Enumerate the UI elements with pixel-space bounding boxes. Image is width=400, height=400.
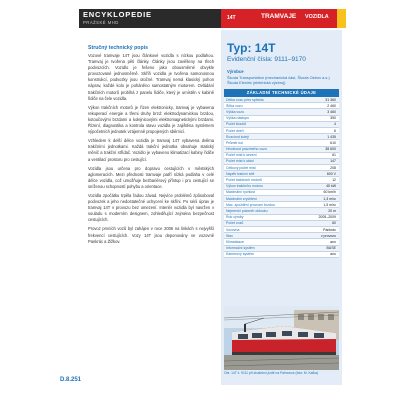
spec-label: Rozchod kolejí [226,134,249,139]
header-title-bar [79,9,221,28]
page-number: D.8.251 [60,377,82,383]
spec-value: 38 600 [325,147,336,152]
photo-caption: Obr. 14T č. 9111 při zkušební jízdě na Palmovce (foto: M. Kafka) [224,371,319,375]
spec-label: Informační systém [226,246,255,251]
spec-value: 1,3 m/s² [323,196,336,201]
spec-label: Délka vozu přes spřáhla [226,97,264,102]
spec-value: 600 V [326,171,336,176]
spec-label: Průměr kol [226,140,243,145]
spec-label: Počet kloubů [226,122,247,127]
spec-value: 45 kW [326,184,336,189]
tram-photo [224,306,339,370]
header-title: ENCYKLOPEDIE [83,10,152,19]
spec-label: Maximální rychlost [226,190,255,195]
spec-table-heading: ZÁKLADNÍ TECHNICKÉ ÚDAJE [224,89,339,97]
spec-label: Nejmenší poloměr oblouku [226,208,268,213]
spec-value: v provozu [320,233,336,238]
spec-value: 4 [334,122,336,127]
article-paragraph: Vozidla zpočátku trpěla řadou závad. Nejvíce problémů způsoboval podvozek a jeho nedostatečné uchycení ke skříni. Po sérii úprav je tramvaj 14T v provozu bez omezení. Interiér vozidla byl navržen v souladu s moderním designem, zohledňující zejména bezpečnost cestujících. [88,192,214,223]
spec-value: 12 [332,178,336,183]
article-paragraph: Provoz prvních vozů byl zahájen v roce 2006 na linkách s nejvyšší frekvencí cestujících. Vozy 14T jsou deponovány ve vozovně Pankrác a Žižkov. [88,226,214,244]
spec-label: Maximální zrychlení [226,196,257,201]
article-column [88,45,214,380]
spec-value: 20 m [328,208,336,213]
header-accent-mark [337,9,346,28]
article-heading: Stručný technický popis [88,45,148,51]
spec-label: Počet míst k stání [226,159,254,164]
spec-label: Výška nástupu [226,116,249,121]
spec-label: Počet vozů [226,221,244,226]
manufacturer-line: Škoda Electric (elektrická výzbroj) [227,80,286,85]
spec-label: Hmotnost prázdného vozu [226,147,267,152]
spec-value: 60 [332,221,336,226]
spec-value: 2005–2009 [318,215,336,220]
header-category-bar [221,9,337,28]
spec-value: ano [330,252,336,257]
spec-value: 1,5 m/s² [323,202,336,207]
article-paragraph: Vozidla jsou určena pro dopravu cestujících v městských aglomeracích. Mezi přednosti tramvaje patří nízká podlaha v celé délce vozidla, což umožňuje bezbariérový přístup i pro cestující se sníženou schopností pohybu a orientace. [88,165,214,189]
header-subtitle: PRAŽSKÉ MHD [83,20,119,25]
spec-value: 6 [334,128,336,133]
type-title: Typ: 14T [227,41,276,55]
tram-illustration [224,306,339,370]
spec-label: Výška vozu [226,109,244,114]
article-paragraph: Vozové tramvaje 14T jsou článkové vozidla s nízkou podlahou. Tramvaj je tvořena pěti články. Články jsou zavěšeny na třech podvozcích. Vozidlo je řešeno jako obousměrné obvykle provozované jednosměrně. Skříň vozidla je tvořena samonosnou konstrukcí, podvozky jsou otočné. Tramvaj nemá klasický pohon náprav, každé kolo je poháněno samostatným motorem. Ovládání trakčních motorů probíhá z panelu řidiče, který je umístěn v kabině řidiče na čele vozidla. [88,53,214,101]
spec-value: 2 460 [327,103,336,108]
spec-value: ano [330,239,336,244]
spec-value: 60 km/h [323,190,336,195]
spec-label: Šířka vozu [226,103,243,108]
spec-value: Pankrác [323,227,336,232]
spec-value: 610 [330,140,336,145]
spec-label: Max. zpoždění provozní brzdou [226,202,275,207]
header-category: TRAMVAJE [261,13,297,20]
spec-value: 3 460 [327,109,336,114]
spec-value: 31 360 [325,97,336,102]
spec-label: Stav [226,233,234,238]
spec-label: Vozovna [226,227,240,232]
evidence-numbers: Evidenční čísla: 9111–9170 [227,56,306,63]
spec-value: 1 435 [327,134,336,139]
spec-value: 61 [332,153,336,158]
spec-label: Počet míst k sezení [226,153,257,158]
spec-value: 208 [330,165,336,170]
spec-row [224,252,339,258]
spec-label: Výkon trakčního motoru [226,184,263,189]
spec-label: Klimatizace [226,239,244,244]
article-paragraph: Výkon trakčních motorů je řízen elektronicky, tramvaj je vybavena rekuperací energie a třemi druhy brzd: elektrodynamickou brzdou, kotoučovými brzdami a kolejnicovými elektromagnetickými brzdami. Řízení, diagnostika a kontrola stavu vozidla je zajištěna systémem výpočetních jednotek vzájemně propojených sběrnicí. [88,104,214,135]
spec-table [224,97,339,258]
manufacturer-line: Škoda Transportation (mechanická část, Škoda Ostrov a.s.) [227,75,330,80]
spec-label: Počet trakčních motorů [226,178,262,183]
spec-label: Napětí trakční sítě [226,171,255,176]
spec-value: 147 [330,159,336,164]
header-subcategory: VOZIDLA [305,14,329,20]
header-code: 14T [227,15,236,21]
article-body [88,53,214,245]
spec-label: Kamerový systém [226,252,254,257]
spec-label: Počet dveří [226,128,244,133]
spec-value: BUSE [326,246,336,251]
article-paragraph: Vzhledem k delší délce vozidla je tramvaj 14T vybavena dvěma trakčními jednotkami. Každá trakční jednotka obsahuje statický měnič a trakční střídač. Vozidlo je vybaveno klimatizací kabiny řidiče a ventilací prostoru pro cestující. [88,138,214,162]
spec-label: Rok výroby [226,215,244,220]
spec-label: Celkový počet míst [226,165,256,170]
manufacturer-label: Výrobce [227,69,244,74]
spec-value: 350 [330,116,336,121]
